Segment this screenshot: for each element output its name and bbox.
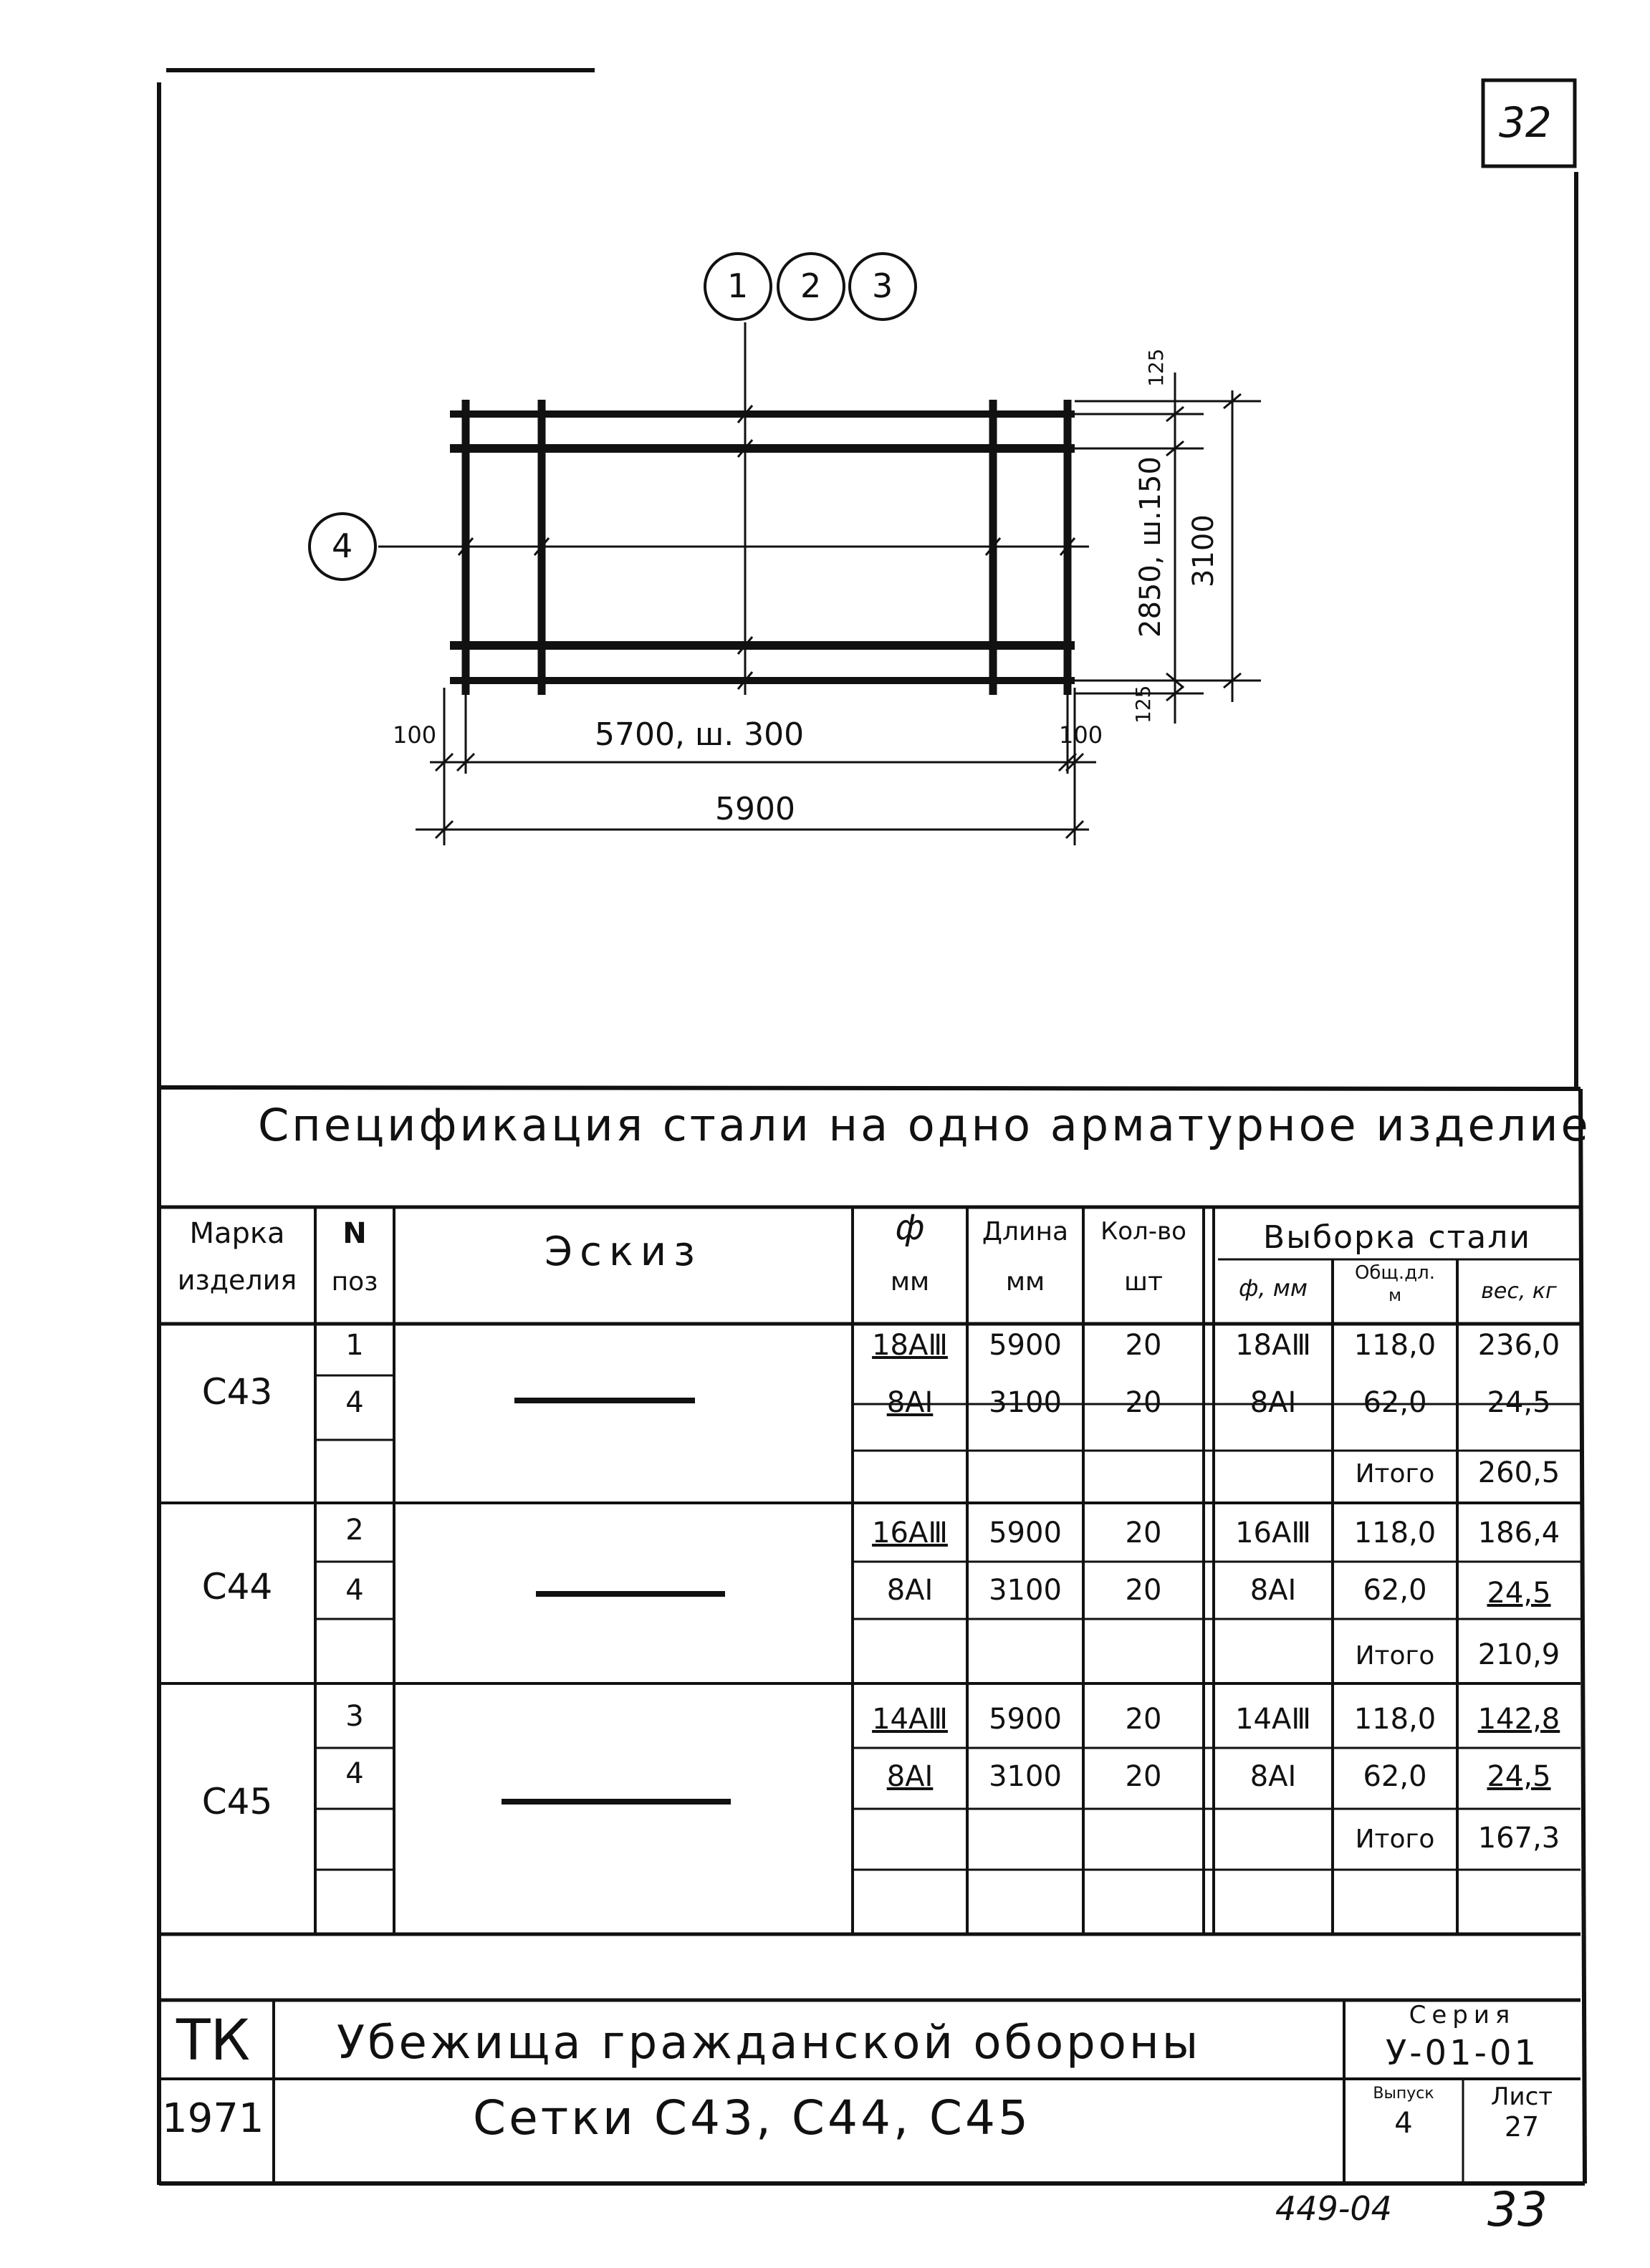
series-label: Серия — [1409, 2001, 1516, 2029]
issue-label: Выпуск — [1373, 2085, 1434, 2103]
header-length-line2: мм — [1005, 1267, 1045, 1297]
row-pos: 1 — [345, 1329, 364, 1362]
series-value: У-01-01 — [1385, 2033, 1540, 2073]
header-mark-line1: Марка — [189, 1217, 285, 1250]
row-diam: 14АⅢ — [872, 1703, 948, 1736]
row-weight: 24,5 — [1487, 1386, 1551, 1419]
sheet-value: 27 — [1504, 2111, 1540, 2143]
footer-handwritten-code: 449-04 — [1275, 2189, 1392, 2228]
row-total-len: 118,0 — [1353, 1517, 1436, 1549]
row-pos: 4 — [345, 1757, 364, 1790]
dim-left-edge: 100 — [393, 721, 437, 749]
row-sel-diam: 14АⅢ — [1235, 1703, 1311, 1736]
group-total-weight: 167,3 — [1477, 1822, 1560, 1855]
row-pos: 4 — [345, 1386, 364, 1419]
row-weight: 24,5 — [1487, 1760, 1551, 1793]
row-total-len: 118,0 — [1353, 1329, 1436, 1362]
row-weight: 236,0 — [1477, 1329, 1560, 1362]
dim-inner-width: 5700, ш. 300 — [595, 716, 805, 753]
row-weight: 142,8 — [1477, 1703, 1560, 1736]
header-pos-line2: поз — [331, 1267, 378, 1297]
row-total-len: 62,0 — [1363, 1760, 1427, 1793]
row-count: 20 — [1125, 1329, 1162, 1362]
group-total-label: Итого — [1355, 1641, 1435, 1671]
row-pos: 3 — [345, 1700, 364, 1733]
row-diam: 8АI — [886, 1760, 934, 1793]
header-diam-line1: ф — [895, 1208, 925, 1248]
header-mark-line2: изделия — [177, 1264, 297, 1296]
callout-position-4: 4 — [332, 527, 353, 565]
group-total-weight: 260,5 — [1477, 1456, 1560, 1489]
group-mark: С43 — [201, 1371, 273, 1413]
group-total-label: Итого — [1355, 1825, 1435, 1854]
header-pos-line1: N — [342, 1217, 367, 1250]
dim-right-edge: 100 — [1059, 721, 1103, 749]
header-sel-total-len-line1: Общ.дл. — [1354, 1262, 1436, 1284]
title-block-code: ТК — [176, 2009, 251, 2073]
row-total-len: 62,0 — [1363, 1386, 1427, 1419]
spec-title: Спецификация стали на одно арматурное изделие — [258, 1099, 1591, 1151]
title-block-year: 1971 — [162, 2095, 264, 2142]
row-pos: 4 — [345, 1574, 364, 1607]
group-total-label: Итого — [1355, 1459, 1435, 1489]
row-total-len: 62,0 — [1363, 1574, 1427, 1607]
row-length: 3100 — [989, 1574, 1062, 1607]
callout-position-1: 1 — [727, 266, 749, 305]
dim-total-width: 5900 — [715, 791, 795, 827]
dim-bottom-edge: 125 — [1131, 685, 1155, 724]
header-sketch: Эскиз — [545, 1229, 702, 1275]
sheet-corner-number: 32 — [1499, 98, 1552, 147]
row-sel-diam: 8АI — [1250, 1386, 1297, 1419]
row-count: 20 — [1125, 1574, 1162, 1607]
title-block-title: Убежища гражданской обороны — [337, 2017, 1201, 2070]
row-diam: 8АI — [886, 1386, 934, 1419]
sheet-label: Лист — [1490, 2082, 1553, 2111]
header-count-line1: Кол-во — [1100, 1217, 1186, 1246]
dim-total-height: 3100 — [1187, 514, 1220, 587]
row-count: 20 — [1125, 1386, 1162, 1419]
callout-position-3: 3 — [872, 266, 893, 305]
row-sel-diam: 16АⅢ — [1235, 1517, 1311, 1549]
header-sel-weight: вес, кг — [1481, 1279, 1557, 1304]
dim-inner-height: 2850, ш.150 — [1134, 456, 1167, 638]
header-length-line1: Длина — [982, 1217, 1069, 1246]
row-count: 20 — [1125, 1517, 1162, 1549]
dim-top-edge: 125 — [1144, 348, 1168, 387]
row-length: 5900 — [989, 1329, 1062, 1362]
row-count: 20 — [1125, 1760, 1162, 1793]
row-diam: 18АⅢ — [872, 1329, 948, 1362]
header-diam-line2: мм — [890, 1267, 930, 1297]
header-sel-total-len-line2: м — [1388, 1285, 1402, 1305]
callout-position-2: 2 — [800, 266, 822, 305]
row-weight: 24,5 — [1487, 1577, 1551, 1610]
row-sel-diam: 18АⅢ — [1235, 1329, 1311, 1362]
header-sel-diam: ф, мм — [1239, 1274, 1308, 1302]
group-mark: С44 — [201, 1566, 273, 1608]
row-count: 20 — [1125, 1703, 1162, 1736]
row-length: 5900 — [989, 1517, 1062, 1549]
group-mark: С45 — [201, 1781, 273, 1822]
issue-value: 4 — [1394, 2107, 1413, 2140]
row-length: 5900 — [989, 1703, 1062, 1736]
row-sel-diam: 8АI — [1250, 1574, 1297, 1607]
group-total-weight: 210,9 — [1477, 1638, 1560, 1671]
row-sel-diam: 8АI — [1250, 1760, 1297, 1793]
row-length: 3100 — [989, 1386, 1062, 1419]
row-diam: 8АI — [886, 1574, 934, 1607]
footer-page-number: 33 — [1487, 2182, 1548, 2237]
row-pos: 2 — [345, 1514, 364, 1547]
header-count-line2: шт — [1124, 1267, 1163, 1297]
row-diam: 16АⅢ — [872, 1517, 948, 1549]
title-block-subtitle: Сетки С43, С44, С45 — [473, 2090, 1031, 2146]
header-selection: Выборка стали — [1263, 1219, 1531, 1256]
row-total-len: 118,0 — [1353, 1703, 1436, 1736]
mesh-drawing — [378, 322, 1089, 695]
row-weight: 186,4 — [1477, 1517, 1560, 1549]
row-length: 3100 — [989, 1760, 1062, 1793]
